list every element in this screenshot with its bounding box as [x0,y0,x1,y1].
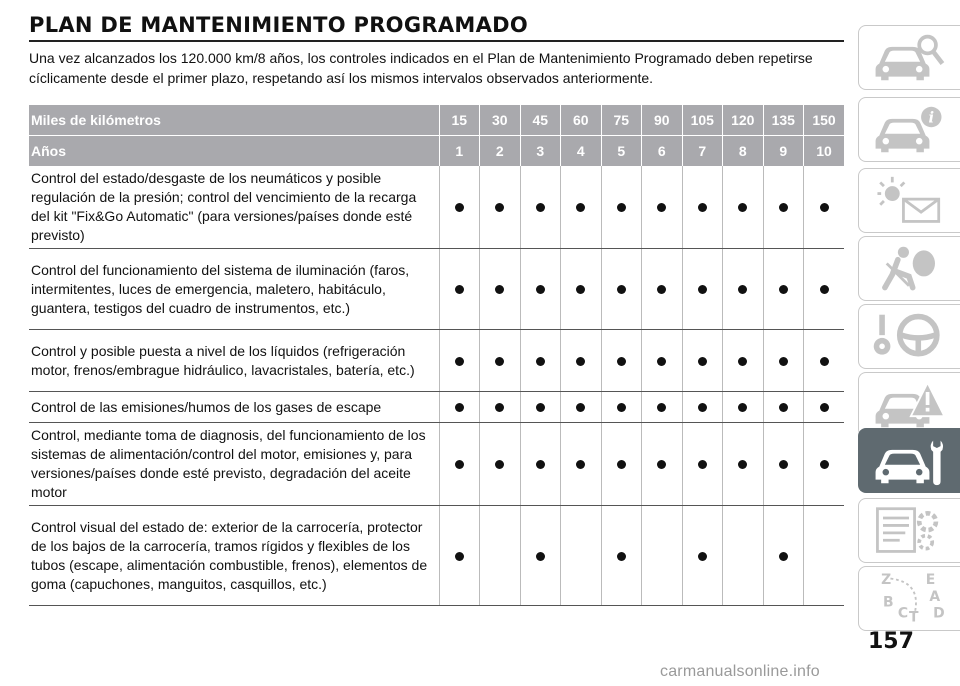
check-dot-icon [820,460,829,469]
kilometers-header-cell: 120 [723,105,764,136]
check-dot-icon [657,403,666,412]
check-dot-icon [698,460,707,469]
interval-cell [439,330,480,392]
interval-cell [804,506,845,606]
alphabetical-index-icon-graphic [869,573,949,625]
page-title: PLAN DE MANTENIMIENTO PROGRAMADO [29,13,529,37]
interval-cell [601,506,642,606]
check-dot-icon [495,203,504,212]
check-dot-icon [576,403,585,412]
kilometers-header-cell: 45 [520,105,561,136]
page-number: 157 [868,629,914,654]
check-dot-icon [455,552,464,561]
interval-cell [561,249,602,330]
check-dot-icon [455,460,464,469]
table-row [29,392,844,423]
check-dot-icon [820,403,829,412]
kilometers-header-cell: 60 [561,105,602,136]
check-dot-icon [495,285,504,294]
interval-cell [682,392,723,423]
interval-cell [480,392,521,423]
table-row [29,166,844,249]
task-description: Control del funcionamiento del sistema de iluminación (faros, intermitentes, luces de emergencia, maletero, habitáculo, guantera, testigos del cuadro de instrumentos, etc.) [29,249,439,330]
key-steering-wheel-icon-graphic [869,311,949,363]
years-header-cell: 2 [480,136,521,167]
car-search-icon-graphic [869,32,949,84]
index-letter: B [883,594,894,611]
interval-cell [642,249,683,330]
check-dot-icon [657,285,666,294]
check-dot-icon [576,203,585,212]
interval-cell [763,166,804,249]
warning-lights-message-icon[interactable] [858,168,960,233]
check-dot-icon [779,285,788,294]
interval-cell [520,392,561,423]
interval-cell [601,166,642,249]
interval-cell [601,423,642,506]
interval-cell [682,330,723,392]
check-dot-icon [779,203,788,212]
check-dot-icon [698,203,707,212]
index-letter: Z [881,573,892,589]
check-dot-icon [576,460,585,469]
interval-cell [520,423,561,506]
kilometers-header-cell: 75 [601,105,642,136]
check-dot-icon [738,403,747,412]
empty-mark [576,552,585,561]
index-letter: C [897,605,909,622]
intro-paragraph: Una vez alcanzados los 120.000 km/8 años, los controles indicados en el Plan de Mantenimiento Programado deben repetirse cíclicamente desde el primer plazo, respetando así los mismos intervalos observados anteriormente. [29,50,813,86]
years-header-cell: 9 [763,136,804,167]
title-rule [29,40,844,42]
years-header-cell: 10 [804,136,845,167]
years-header-cell: 7 [682,136,723,167]
maintenance-table [29,105,844,606]
empty-mark [657,552,666,561]
check-dot-icon [698,403,707,412]
car-warning-triangle-icon-graphic [869,379,949,431]
kilometers-header-cell: 105 [682,105,723,136]
interval-cell [439,166,480,249]
check-dot-icon [495,357,504,366]
years-header-cell: 3 [520,136,561,167]
years-header-cell: 4 [561,136,602,167]
index-letter: E [925,573,936,589]
check-dot-icon [617,285,626,294]
empty-mark [495,552,504,561]
check-dot-icon [657,203,666,212]
check-dot-icon [738,460,747,469]
interval-cell [561,506,602,606]
interval-cell [682,506,723,606]
kilometers-header-label: Miles de kilómetros [29,105,439,136]
check-dot-icon [657,357,666,366]
interval-cell [561,392,602,423]
interval-cell [601,249,642,330]
car-info-icon[interactable] [858,97,960,162]
check-dot-icon [576,285,585,294]
check-dot-icon [779,403,788,412]
task-description: Control y posible puesta a nivel de los líquidos (refrigeración motor, frenos/embrague hidráulico, lavacristales, batería, etc.) [29,330,439,392]
interval-cell [723,249,764,330]
warning-lights-message-icon-graphic [869,175,949,227]
task-description: Control, mediante toma de diagnosis, del funcionamiento de los sistemas de alimentación/control del motor, emisiones y, para versiones/países donde esté previsto, degradación del aceite motor [29,423,439,506]
index-letter: D [933,605,945,622]
interval-cell [723,392,764,423]
check-dot-icon [536,552,545,561]
check-dot-icon [617,357,626,366]
check-dot-icon [698,552,707,561]
interval-cell [763,506,804,606]
interval-cell [804,392,845,423]
interval-cell [642,423,683,506]
index-letter: T [909,609,919,625]
interval-cell [763,392,804,423]
years-header-row [29,136,844,167]
check-dot-icon [820,285,829,294]
check-dot-icon [617,203,626,212]
kilometers-header-row [29,105,844,136]
interval-cell [682,423,723,506]
car-wrench-icon-graphic [869,435,949,487]
task-description: Control de las emisiones/humos de los gases de escape [29,392,439,423]
interval-cell [763,423,804,506]
interval-cell [520,330,561,392]
interval-cell [601,330,642,392]
kilometers-header-cell: 90 [642,105,683,136]
interval-cell [601,392,642,423]
years-header-cell: 5 [601,136,642,167]
years-header-cell: 8 [723,136,764,167]
airbag-seat-icon[interactable] [858,236,960,301]
empty-mark [738,552,747,561]
years-header-cell: 6 [642,136,683,167]
kilometers-header-cell: 150 [804,105,845,136]
key-steering-wheel-icon[interactable] [858,304,960,369]
table-row [29,423,844,506]
interval-cell [642,330,683,392]
interval-cell [439,249,480,330]
empty-mark [820,552,829,561]
check-dot-icon [536,203,545,212]
check-dot-icon [779,460,788,469]
table-row [29,249,844,330]
check-dot-icon [738,357,747,366]
check-dot-icon [617,460,626,469]
interval-cell [642,506,683,606]
check-dot-icon [536,285,545,294]
interval-cell [723,506,764,606]
check-dot-icon [536,403,545,412]
alphabetical-index-icon[interactable] [858,566,960,631]
interval-cell [682,166,723,249]
interval-cell [439,506,480,606]
table-row [29,330,844,392]
interval-cell [561,166,602,249]
check-dot-icon [698,357,707,366]
interval-cell [763,330,804,392]
interval-cell [804,166,845,249]
car-search-icon[interactable] [858,25,960,90]
years-header-label: Años [29,136,439,167]
interval-cell [439,392,480,423]
interval-cell [682,249,723,330]
interval-cell [480,330,521,392]
check-dot-icon [455,357,464,366]
check-dot-icon [576,357,585,366]
interval-cell [723,423,764,506]
watermark: carmanualsonline.info [660,663,820,680]
years-header-cell: 1 [439,136,480,167]
car-info-icon-graphic [869,104,949,156]
check-dot-icon [617,403,626,412]
interval-cell [804,423,845,506]
interval-cell [723,166,764,249]
check-dot-icon [455,285,464,294]
interval-cell [439,423,480,506]
interval-cell [723,330,764,392]
check-dot-icon [779,357,788,366]
airbag-seat-icon-graphic [869,243,949,295]
interval-cell [642,392,683,423]
interval-cell [561,423,602,506]
interval-cell [804,249,845,330]
task-description: Control del estado/desgaste de los neumáticos y posible regulación de la presión; control del vencimiento de la recarga del kit "Fix&Go Automatic" (para versiones/países donde esté previsto) [29,166,439,249]
check-dot-icon [738,285,747,294]
interval-cell [642,166,683,249]
check-dot-icon [617,552,626,561]
check-dot-icon [738,203,747,212]
interval-cell [480,506,521,606]
kilometers-header-cell: 15 [439,105,480,136]
check-dot-icon [536,460,545,469]
kilometers-header-cell: 30 [480,105,521,136]
interval-cell [520,249,561,330]
check-dot-icon [657,460,666,469]
interval-cell [561,330,602,392]
check-dot-icon [495,460,504,469]
interval-cell [480,166,521,249]
check-dot-icon [495,403,504,412]
check-dot-icon [820,357,829,366]
check-dot-icon [536,357,545,366]
kilometers-header-cell: 135 [763,105,804,136]
interval-cell [804,330,845,392]
check-dot-icon [698,285,707,294]
svg-text:i: i [928,108,935,127]
interval-cell [480,249,521,330]
table-row [29,506,844,606]
check-dot-icon [455,403,464,412]
interval-cell [480,423,521,506]
index-letter: A [929,588,941,605]
interval-cell [763,249,804,330]
interval-cell [520,166,561,249]
car-wrench-icon[interactable] [858,428,960,493]
task-description: Control visual del estado de: exterior de la carrocería, protector de los bajos de la carrocería, tramos rígidos y flexibles de los tubos (escape, alimentación combustible, frenos), elementos de goma (capuchones, manguitos, casquillos, etc.) [29,506,439,606]
technical-data-gear-icon[interactable] [858,498,960,563]
technical-data-gear-icon-graphic [869,505,949,557]
interval-cell [520,506,561,606]
check-dot-icon [455,203,464,212]
check-dot-icon [779,552,788,561]
check-dot-icon [820,203,829,212]
